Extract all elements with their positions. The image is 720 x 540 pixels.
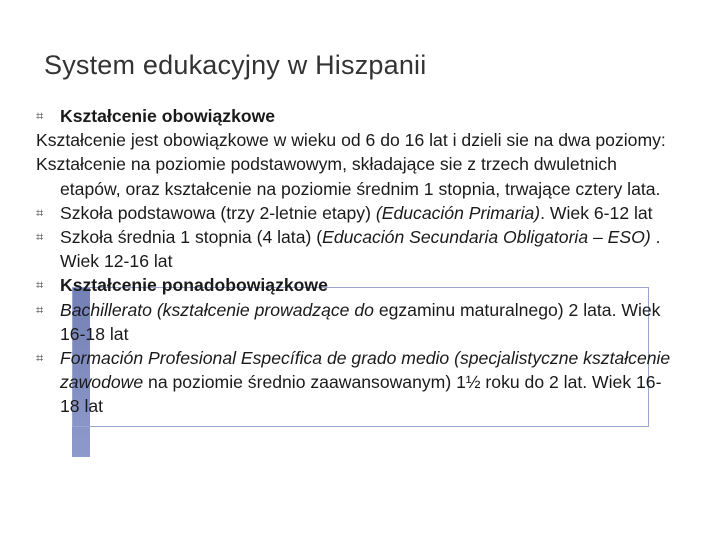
slide-content <box>36 104 676 419</box>
text-run: Szkoła średnia 1 stopnia (4 lata) ( <box>60 227 323 248</box>
bullet-icon: ⌗ <box>36 108 44 123</box>
bullet-item <box>36 201 676 225</box>
bullet-item <box>36 225 676 273</box>
bullet-icon: ⌗ <box>36 301 44 317</box>
text-run: (Educación Primaria) <box>375 202 541 223</box>
text-run: egzaminu maturalnego) 2 lata. Wiek 16-18 lat <box>60 299 661 344</box>
bullet-item <box>36 273 676 297</box>
text-run: . Wiek 6-12 lat <box>540 202 653 223</box>
text-run: Kształcenie na poziomie podstawowym, składające sie z trzech dwuletnich etapów, oraz kształcenie na poziomie średnim 1 stopnia, trwające cztery lata. <box>36 154 661 199</box>
bullet-item <box>36 104 676 128</box>
text-run: Szkoła podstawowa (trzy 2-letnie etapy) <box>60 202 376 223</box>
bullet-item <box>36 298 676 346</box>
bullet-icon: ⌗ <box>36 350 44 366</box>
bullet-icon: ⌗ <box>36 277 44 293</box>
text-run: Educación Secundaria Obligatoria – ESO) <box>322 227 651 248</box>
bullet-icon: ⌗ <box>36 229 44 245</box>
bullet-icon: ⌗ <box>36 204 44 220</box>
text-run: Kształcenie ponadobowiązkowe <box>60 275 328 296</box>
text-run: Bachillerato (kształcenie prowadzące do <box>60 299 379 320</box>
paragraph-item <box>36 128 676 152</box>
text-run: Kształcenie jest obowiązkowe w wieku od 6 do 16 lat i dzieli sie na dwa poziomy: <box>36 130 666 151</box>
text-run: na poziomie średnio zaawansowanym) 1½ roku do 2 lat. Wiek 16-18 lat <box>60 372 662 417</box>
slide-title: System edukacyjny w Hiszpanii <box>44 50 427 80</box>
text-run: . Wiek 12-16 lat <box>60 227 661 272</box>
bullet-item <box>36 346 676 419</box>
text-run: Kształcenie obowiązkowe <box>60 106 276 126</box>
paragraph-item <box>36 152 676 200</box>
text-run: Formación Profesional Específica de grado medio (specjalistyczne kształcenie zawodowe <box>60 348 671 393</box>
